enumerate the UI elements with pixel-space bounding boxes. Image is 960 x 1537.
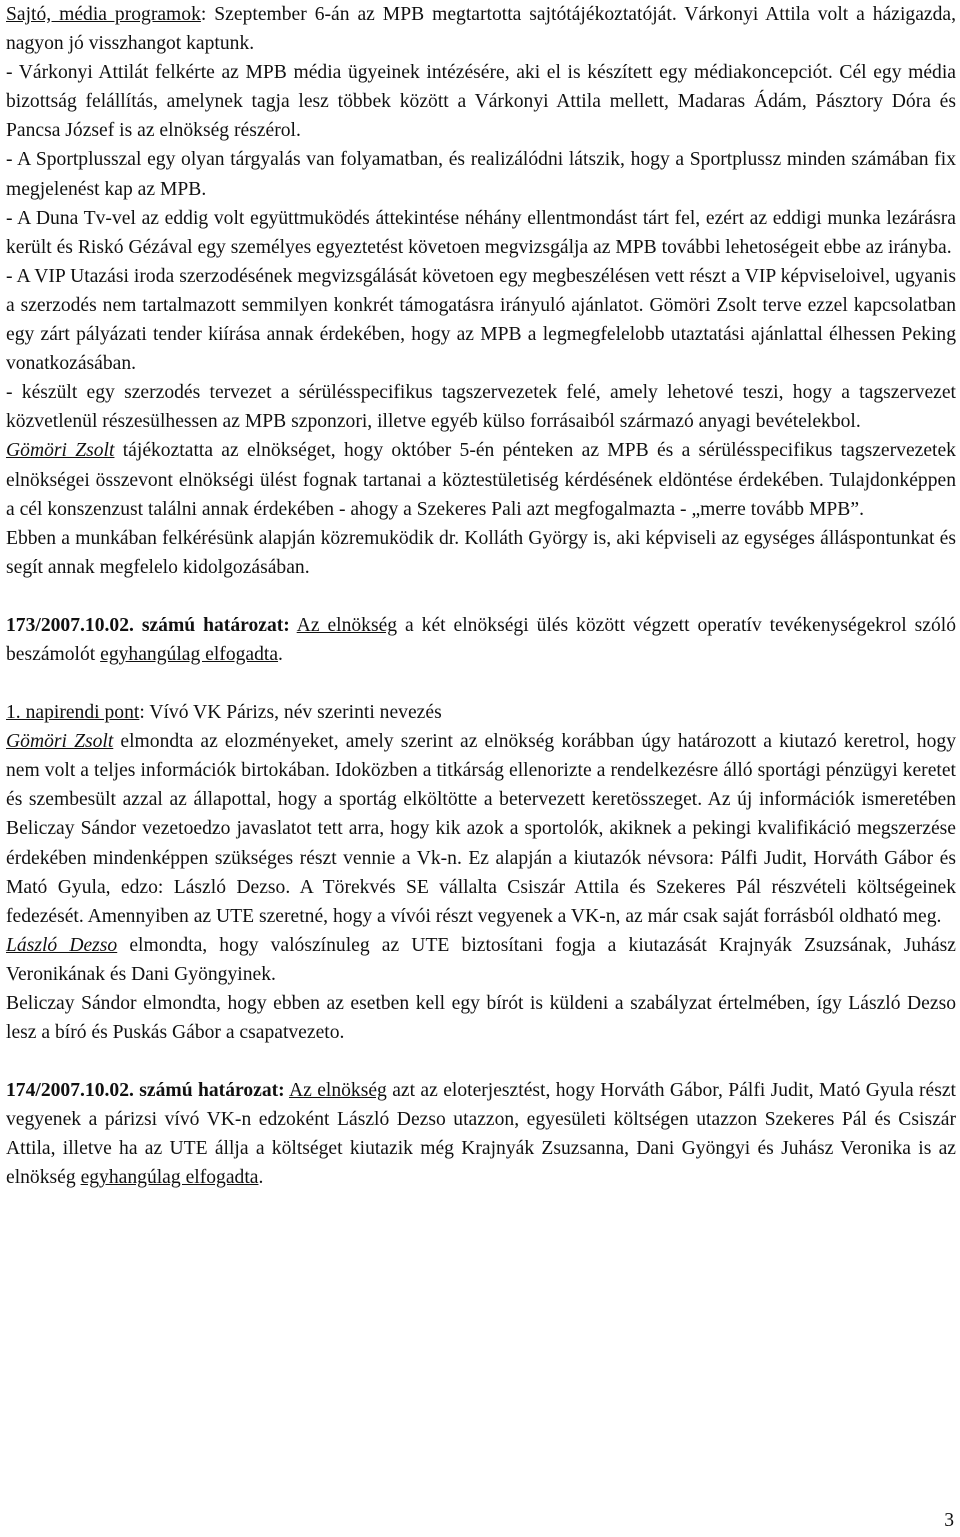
section-label-media: Sajtó, média programok [6,4,201,25]
spacer [6,669,956,698]
resolution-end: . [258,1167,264,1189]
resolution-end: . [278,643,283,665]
agenda-title: : Vívó VK Párizs, név szerinti nevezés [139,702,442,724]
paragraph-beliczay: Beliczay Sándor elmondta, hogy ebben az esetben kell egy bírót is küldeni a szabályzat értelmében, így László Dezso lesz a bíró és Puskás Gábor a csapatvezeto. [6,993,956,1044]
agenda-item-1 [6,698,956,727]
paragraph-gomori-elozmenyek-text: elmondta az elozményeket, amely szerint az elnökség korábban úgy határozott a kiutazó keretrol, hogy nem volt a teljes információk birtokában. Idoközben a titkárság ellenorizte a rendelkezésre álló sportági pénzügyi keretet és szembesült azzal az állapottal, hogy a sportág elköltötte a betervezett keretösszeget. Az új információk ismeretében Beliczay Sándor vezetoedzo javaslatot tett arra, hogy kik azok a sportolók, akiknek a pekingi kvalifikáció megszerzése érdekében mindenképpen szükséges részt vennie a Vk-n. Ez alapján a kiutazók névsora: Pálfi Judit, Horváth Gábor és Mató Gyula, edzo: László Dezso. A Törekvés SE vállalta Csiszár Attila és Szekeres Pál részvételi költségeinek fedezését. Amennyiben az UTE szeretné, hogy a vívói részt vegyenek a VK-n, az már csak saját forrásból oldható meg. [6,731,956,927]
paragraph-gomori-elozmenyek [6,727,956,931]
page-number: 3 [944,1510,954,1531]
resolution-body: Az elnökség [288,1080,387,1102]
paragraph-laszlo-dezso [6,931,956,989]
paragraph-kollath: Ebben a munkában felkérésünk alapján közremuködik dr. Kolláth György is, aki képviseli az egységes álláspontunkat és segít annak megfelelo kidolgozásában. [6,527,956,578]
paragraph-media-text: : Szeptember 6-án az MPB megtartotta sajtótájékoztatóját. Várkonyi Attila volt a házigazda, nagyon jó visszhangot kaptunk. [6,4,956,55]
paragraph-gomori-tajekoztatas [6,436,956,523]
resolution-label: számú határozat: [133,614,290,636]
agenda-label: 1. napirendi pont [6,702,140,724]
person-name-gomori: Gömöri Zsolt [6,731,114,753]
resolution-text: azt az eloterjesztést, hogy Horváth Gábor, Pálfi Judit, Mató Gyula részt vegyenek a párizsi vívó VK-n edzoként László Dezso utazzon, egyesületi költségen utazzon Szekeres Pál és Csiszár Attila, illetve ha az UTE állja a költséget kiutazik még Krajnyák Zsuzsanna, Dani Gyöngyi és Juhász Veronika is az elnökség [6,1080,957,1189]
document-page [6,0,956,1193]
paragraph-duna-tv: - A Duna Tv-vel az eddig volt együttmuködés áttekintése néhány ellentmondást tárt fel, ezért az eddigi munka lezárásra került és Riskó Gézával egy személyes egyeztetést követoen megvizsgálja az MPB további lehetoségeit ebbe az irányba. [6,207,956,258]
resolution-174 [6,1076,956,1192]
paragraph-szerzodes: - készült egy szerzodés tervezet a sérülésspecifikus tagszervezetek felé, amely lehetové teszi, hogy a tagszervezet közvetlenül részesülhessen az MPB szponzori, illetve egyéb külso forrásaiból származó anyagi bevételekbol. [6,382,956,433]
paragraph-vip-utazasi: - A VIP Utazási iroda szerzodésének megvizsgálását követoen egy megbeszélésen vett részt a VIP képviseloivel, ugyanis a szerzodés nem tartalmazott semmilyen konkrét támogatásra irányuló ajánlatot. Gömöri Zsolt terve ezzel kapcsolatban egy zárt pályázati tender kiírása annak érdekében, hogy az MPB a legmegfelelobb utaztatási ajánlattal élhessen Peking vonatkozásában. [6,265,956,375]
resolution-number: 173/2007.10.02. [6,614,134,636]
resolution-173 [6,611,956,669]
spacer [6,582,956,611]
paragraph-media [6,0,956,58]
resolution-decision: egyhangúlag elfogadta [80,1167,259,1189]
spacer [6,1047,956,1076]
paragraph-laszlo-text: elmondta, hogy valószínuleg az UTE biztosítani fogja a kiutazását Krajnyák Zsuzsának, Juhász Veronikának és Dani Gyöngyinek. [6,934,956,985]
resolution-decision: egyhangúlag elfogadta [100,643,279,665]
paragraph-gomori-text: tájékoztatta az elnökséget, hogy október 5-én pénteken az MPB és a sérülésspecifikus tagszervezetek elnökségei összevont elnökségi ülést fognak tartanai a köztestületiség kérdésének eldöntése érdekében. Tulajdonképpen a cél konszenzust találni annak érdekében - ahogy a Szekeres Pali azt megfogalmazta - „merre tovább MPB”. [6,440,956,520]
paragraph-varkonyi: - Várkonyi Attilát felkérte az MPB média ügyeinek intézésére, aki el is készített egy médiakoncepciót. Cél egy média bizottság felállítás, amelynek tagja lesz többek között a Várkonyi Attila mellett, Madaras Ádám, Pásztory Dóra és Pancsa József is az elnökség részérol. [6,62,956,142]
resolution-body: Az elnökség [296,614,398,636]
person-name-laszlo: László Dezso [6,934,118,956]
resolution-text: a két elnökségi ülés között végzett operatív tevékenységekrol szóló beszámolót [6,614,956,665]
resolution-number: 174/2007.10.02. [6,1080,134,1102]
paragraph-sportplussz: - A Sportplusszal egy olyan tárgyalás van folyamatban, és realizálódni látszik, hogy a Sportplussz minden számában fix megjelenést kap az MPB. [6,149,956,200]
resolution-label: számú határozat: [133,1080,285,1102]
person-name-gomori: Gömöri Zsolt [6,440,115,462]
